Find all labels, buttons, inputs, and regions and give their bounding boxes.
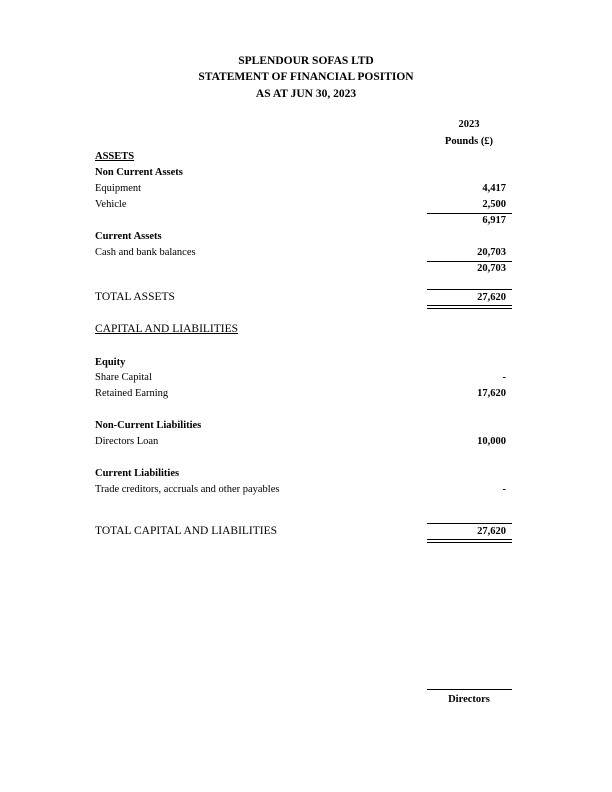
column-currency: Pounds (£) xyxy=(444,136,494,147)
company-name: SPLENDOUR SOFAS LTD xyxy=(238,55,374,67)
total-capital-liabilities-value: 27,620 xyxy=(477,526,506,537)
trade-creditors-label: Trade creditors, accruals and other payables xyxy=(95,484,280,495)
total-assets-label: TOTAL ASSETS xyxy=(95,291,175,303)
current-assets-heading: Current Assets xyxy=(95,231,162,242)
current-liabilities-heading: Current Liabilities xyxy=(95,468,180,479)
column-year: 2023 xyxy=(458,119,480,130)
double-underline xyxy=(427,305,512,309)
retained-earning-label: Retained Earning xyxy=(95,388,169,399)
non-current-assets-heading: Non Current Assets xyxy=(95,167,183,178)
directors-loan-label: Directors Loan xyxy=(95,436,159,447)
capital-liabilities-heading: CAPITAL AND LIABILITIES xyxy=(95,323,239,335)
statement-title: STATEMENT OF FINANCIAL POSITION xyxy=(198,71,414,83)
retained-earning-value: 17,620 xyxy=(477,388,506,399)
total-assets-value: 27,620 xyxy=(477,292,506,303)
trade-creditors-value: - xyxy=(502,484,506,495)
signature-line xyxy=(427,689,512,690)
non-current-assets-subtotal: 6,917 xyxy=(482,215,506,226)
non-current-liabilities-heading: Non-Current Liabilities xyxy=(95,420,202,431)
statement-date: AS AT JUN 30, 2023 xyxy=(255,88,357,100)
equipment-value: 4,417 xyxy=(482,183,506,194)
share-capital-label: Share Capital xyxy=(95,372,152,383)
share-capital-value: - xyxy=(502,372,506,383)
total-capital-liabilities-label: TOTAL CAPITAL AND LIABILITIES xyxy=(95,525,278,537)
vehicle-label: Vehicle xyxy=(95,199,127,210)
cash-label: Cash and bank balances xyxy=(95,247,196,258)
equipment-label: Equipment xyxy=(95,183,142,194)
double-underline xyxy=(427,539,512,543)
current-assets-subtotal: 20,703 xyxy=(477,263,506,274)
directors-loan-value: 10,000 xyxy=(477,436,506,447)
equity-heading: Equity xyxy=(95,357,126,368)
total-rule xyxy=(427,289,512,290)
signature-label: Directors xyxy=(448,694,490,705)
assets-heading: ASSETS xyxy=(95,151,135,162)
total-rule xyxy=(427,523,512,524)
vehicle-value: 2,500 xyxy=(482,199,506,210)
cash-value: 20,703 xyxy=(477,247,506,258)
